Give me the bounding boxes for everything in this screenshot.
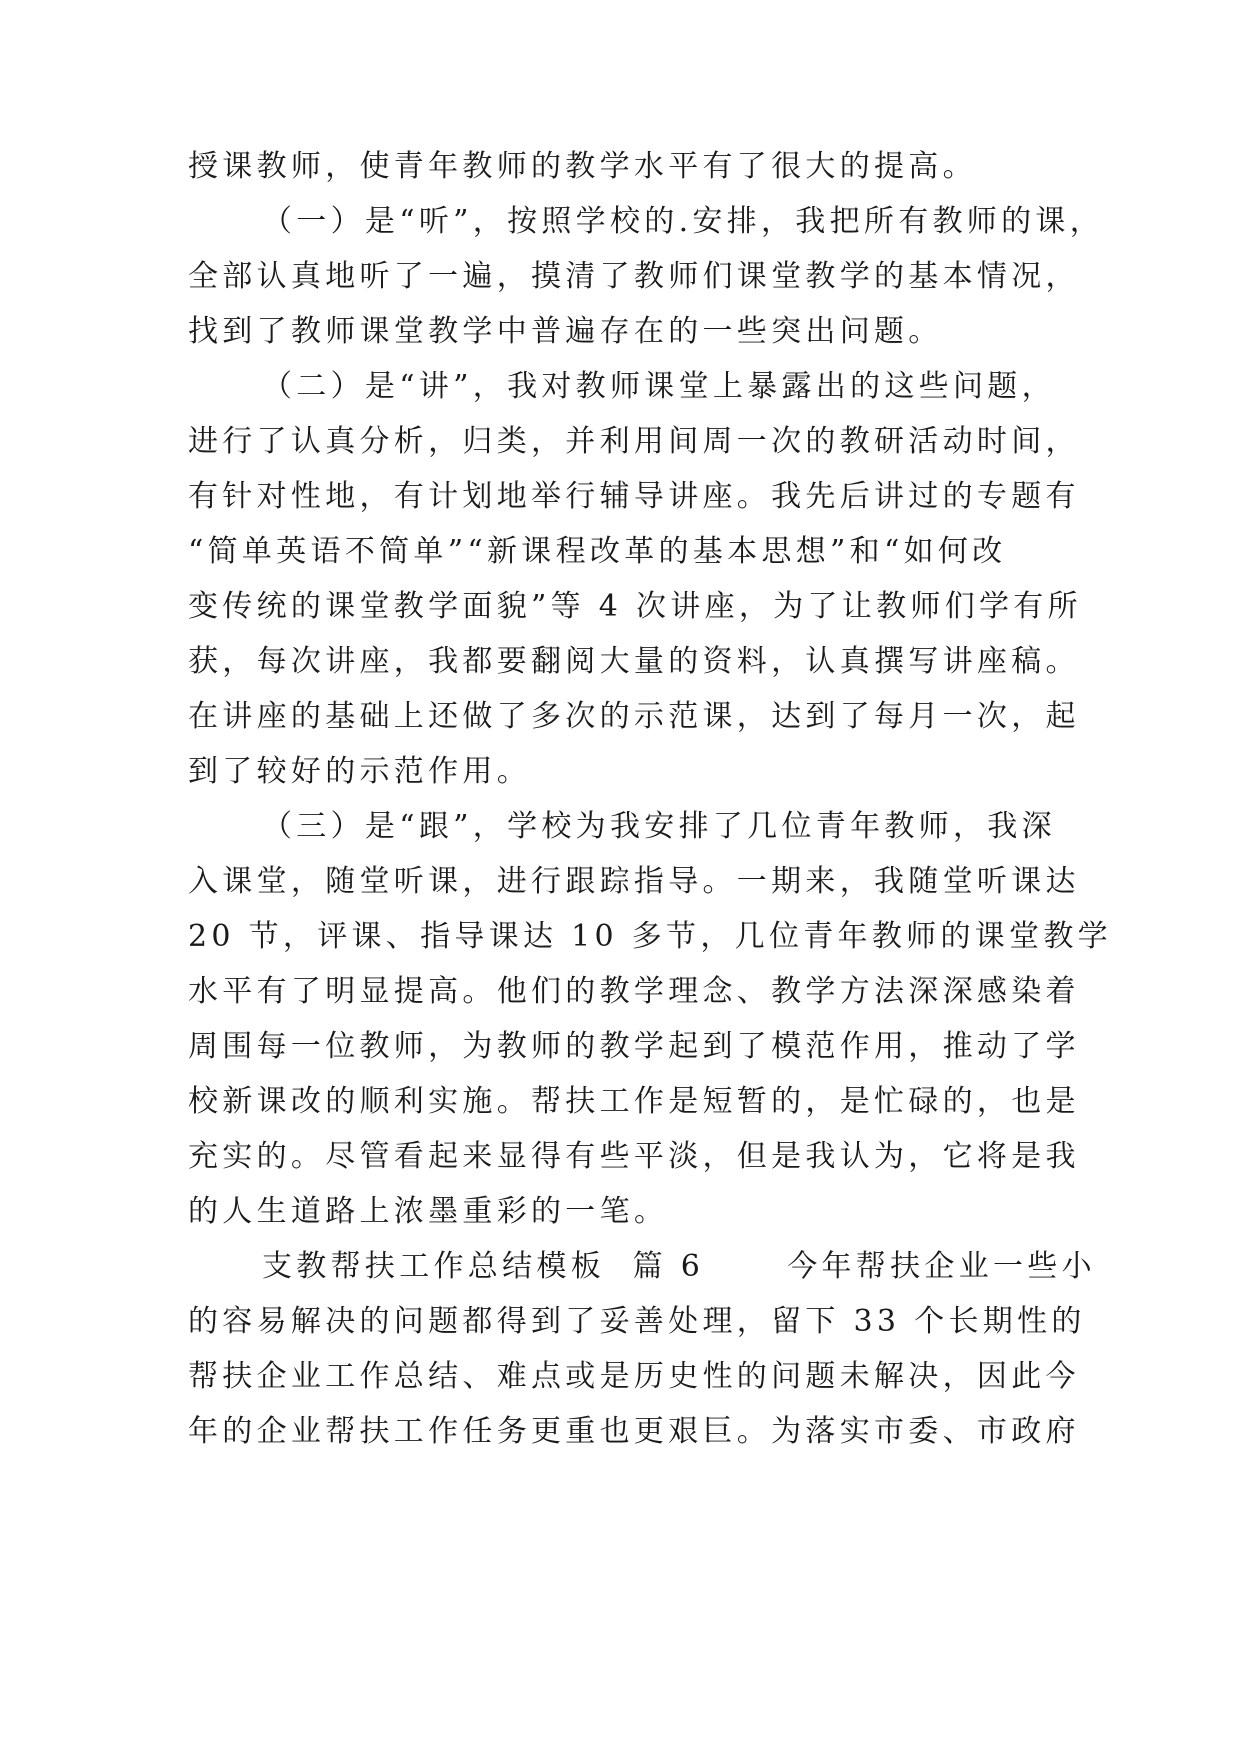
text-line: 全部认真地听了一遍，摸清了教师们课堂教学的基本情况， bbox=[188, 259, 1080, 294]
text-line: 的人生道路上浓墨重彩的一笔。 bbox=[188, 1194, 669, 1229]
text-line: 充实的。尽管看起来显得有些平淡，但是我认为，它将是我 bbox=[188, 1139, 1080, 1174]
text-line: 校新课改的顺利实施。帮扶工作是短暂的，是忙碌的，也是 bbox=[188, 1084, 1080, 1119]
text-line: 在讲座的基础上还做了多次的示范课，达到了每月一次，起 bbox=[188, 699, 1080, 734]
text-line: 进行了认真分析，归类，并利用间周一次的教研活动时间， bbox=[188, 424, 1080, 459]
text-line: 入课堂，随堂听课，进行跟踪指导。一期来，我随堂听课达 bbox=[188, 864, 1080, 899]
text-line: 帮扶企业工作总结、难点或是历史性的问题未解决，因此今 bbox=[188, 1359, 1080, 1394]
text-line: 授课教师，使青年教师的教学水平有了很大的提高。 bbox=[188, 149, 977, 184]
text-line: 找到了教师课堂教学中普遍存在的一些突出问题。 bbox=[188, 314, 943, 349]
section-heading-line: 支教帮扶工作总结模板 篇 6 今年帮扶企业一些小 bbox=[262, 1249, 1096, 1284]
text-line: 到了较好的示范作用。 bbox=[188, 754, 531, 789]
text-line: 水平有了明显提高。他们的教学理念、教学方法深深感染着 bbox=[188, 974, 1080, 1009]
text-line: （一）是“听”，按照学校的.安排，我把所有教师的课， bbox=[262, 204, 1105, 239]
text-line: （三）是“跟”，学校为我安排了几位青年教师，我深 bbox=[262, 809, 1056, 844]
text-line: 20 节，评课、指导课达 10 多节，几位青年教师的课堂教学 bbox=[188, 919, 1112, 954]
text-line: 的容易解决的问题都得到了妥善处理，留下 33 个长期性的 bbox=[188, 1304, 1086, 1339]
text-line: 获，每次讲座，我都要翻阅大量的资料，认真撰写讲座稿。 bbox=[188, 644, 1080, 679]
text-line: 周围每一位教师，为教师的教学起到了模范作用，推动了学 bbox=[188, 1029, 1080, 1064]
text-line: “简单英语不简单”“新课程改革的基本思想”和“如何改 bbox=[188, 534, 1007, 569]
text-line: 有针对性地，有计划地举行辅导讲座。我先后讲过的专题有 bbox=[188, 479, 1080, 514]
text-line: （二）是“讲”，我对教师课堂上暴露出的这些问题， bbox=[262, 369, 1056, 404]
text-line: 变传统的课堂教学面貌”等 4 次讲座，为了让教师们学有所 bbox=[188, 589, 1082, 624]
text-line: 年的企业帮扶工作任务更重也更艰巨。为落实市委、市政府 bbox=[188, 1414, 1080, 1449]
